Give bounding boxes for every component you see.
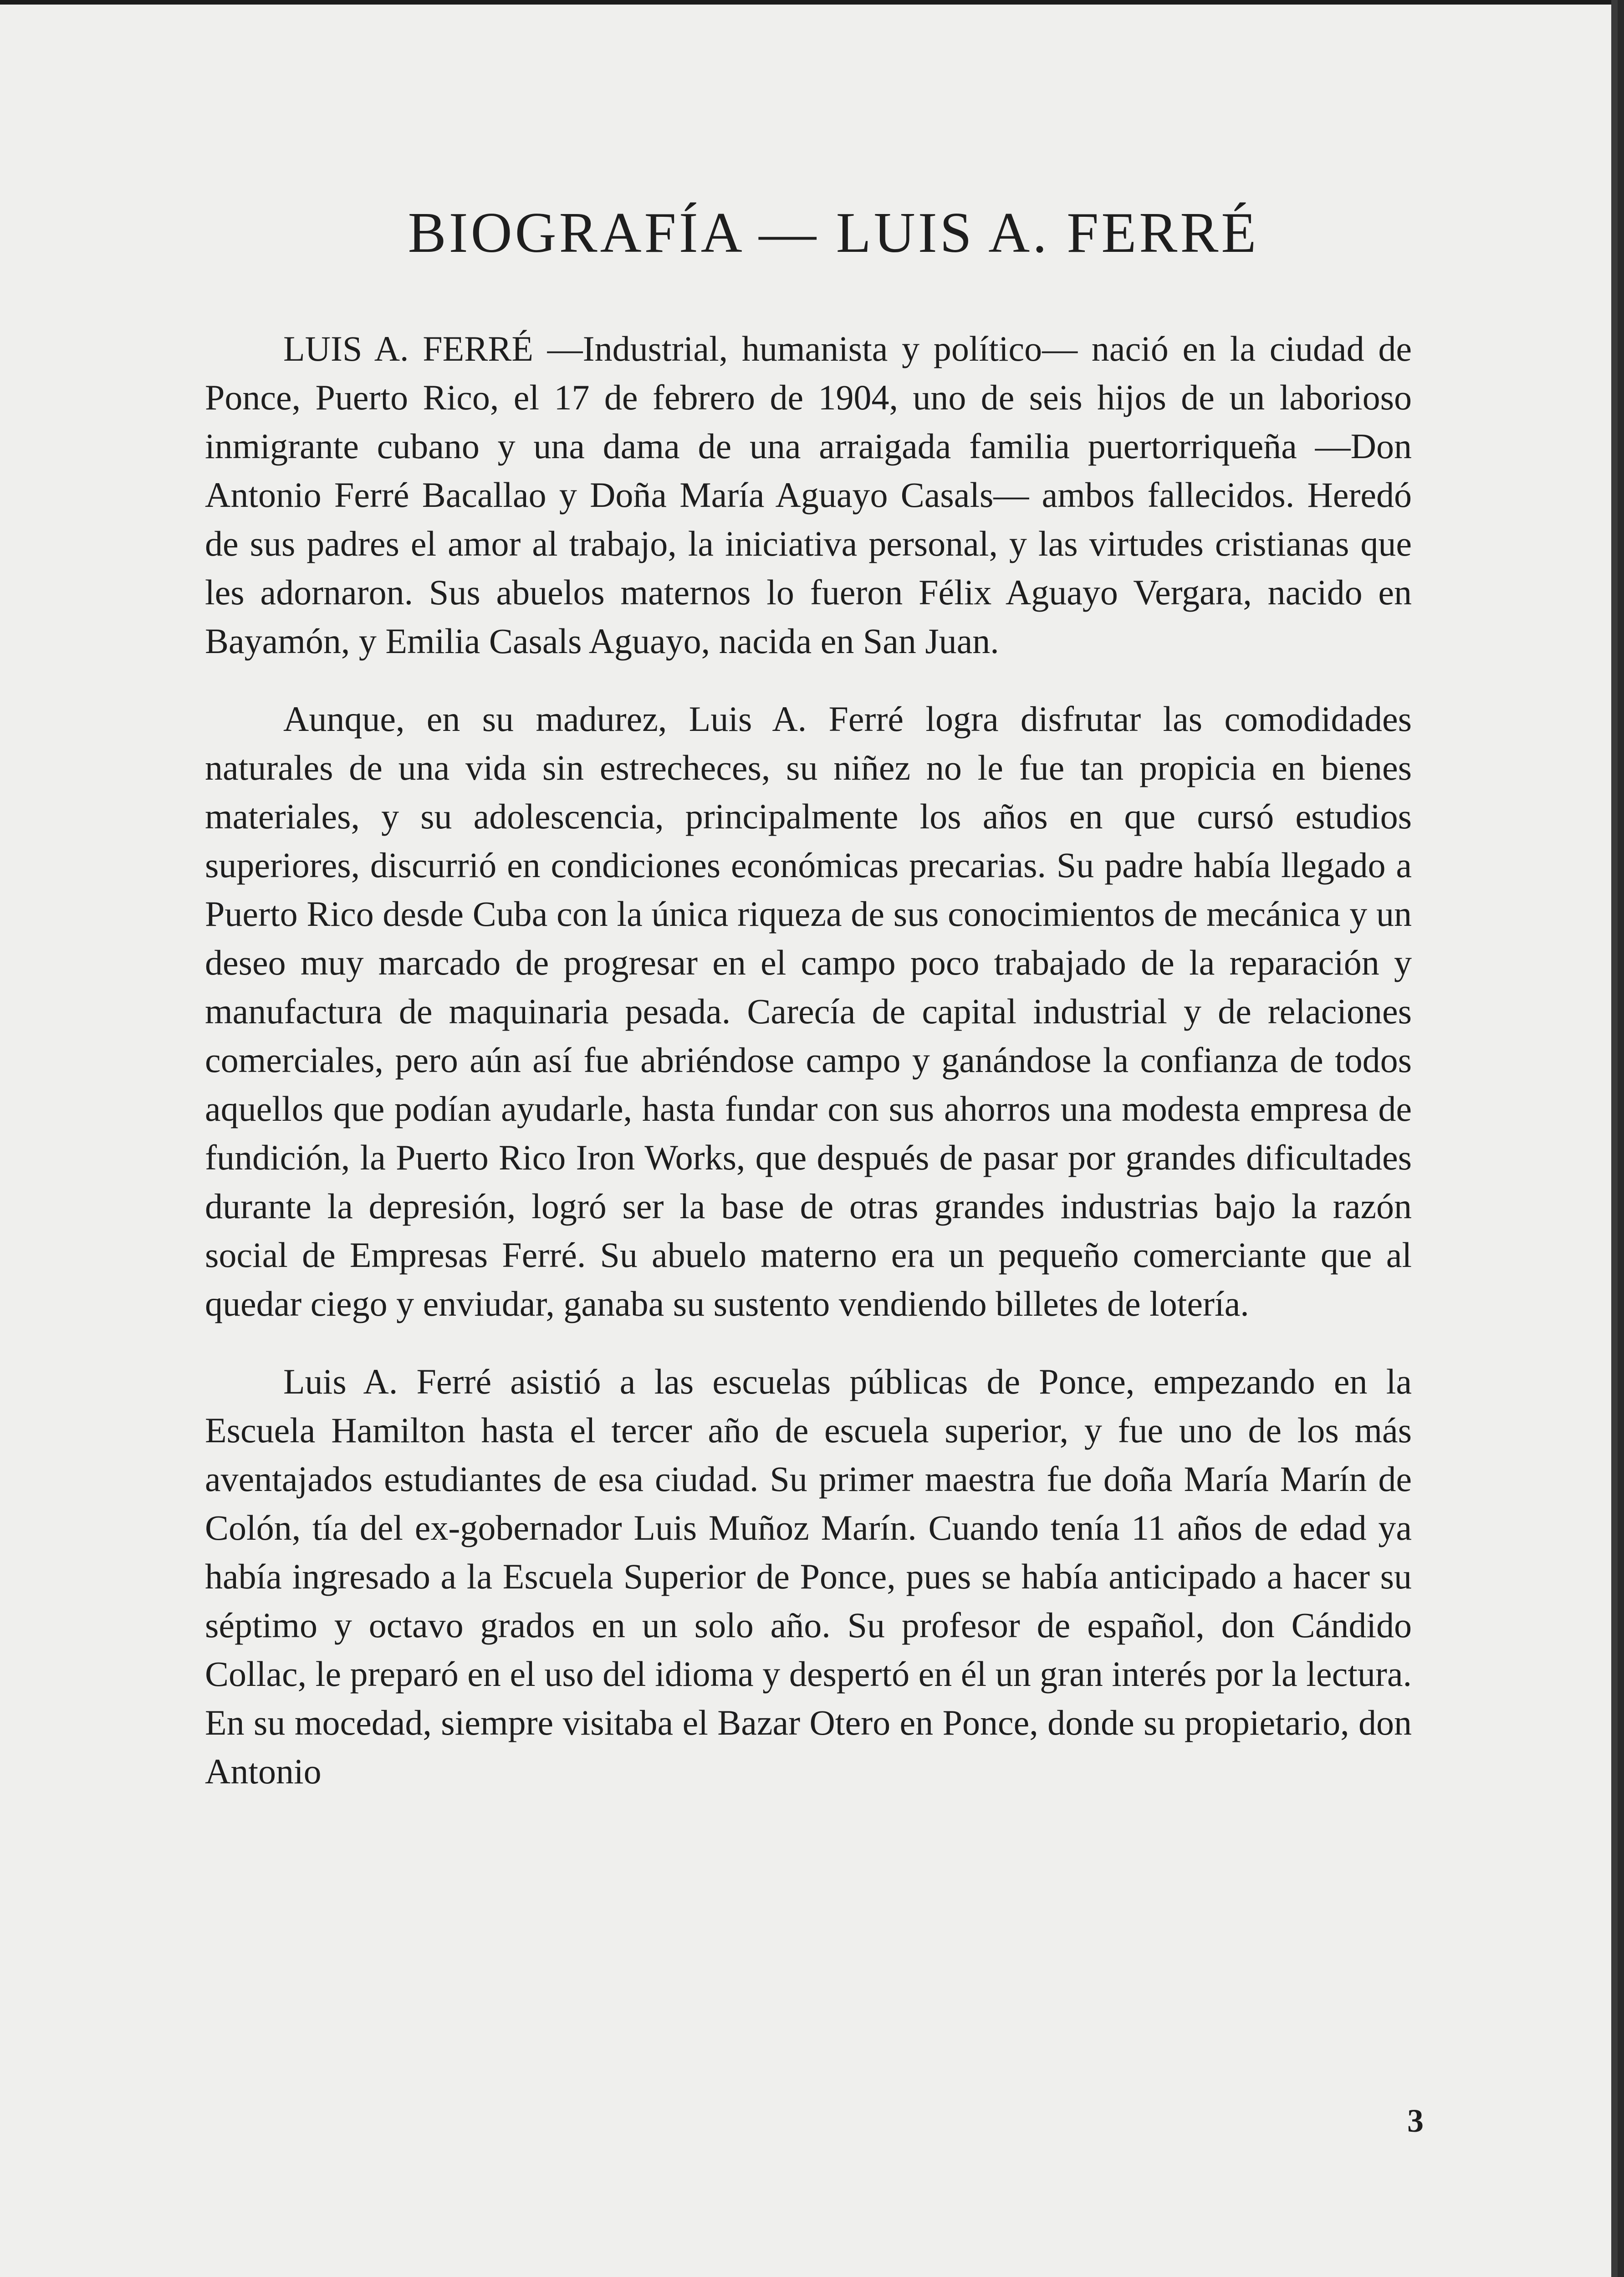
page-title: BIOGRAFÍA — LUIS A. FERRÉ — [408, 201, 1259, 265]
paragraph-3: Luis A. Ferré asistió a las escuelas públicas de Ponce, empezando en la Escuela Hamilton hasta el tercer año de escuela superior, y fue uno de los más aventajados estudiantes de esa ciudad. Su primer maestra fue doña María Marín de Colón, tía del ex-gobernador Luis Muñoz Marín. Cuando tenía 11 años de edad ya había ingresado a la Escuela Superior de Ponce, pues se había anticipado a hacer su séptimo y octavo grados en un solo año. Su profesor de español, don Cándido Collac, le preparó en el uso del idioma y despertó en él un gran interés por la lectura. En su mocedad, siempre visitaba el Bazar Otero en Ponce, donde su propietario, don Antonio — [205, 1362, 1412, 1791]
paragraph-2: Aunque, en su madurez, Luis A. Ferré logra disfrutar las comodidades naturales de una vida sin estrecheces, su niñez no le fue tan propicia en bienes materiales, y su adolescencia, principalmente los años en que cursó estudios superiores, discurrió en condiciones económicas precarias. Su padre había llegado a Puerto Rico desde Cuba con la única riqueza de sus conocimientos de mecánica y un deseo muy marcado de progresar en el campo poco trabajado de la reparación y manufactura de maquinaria pesada. Carecía de capital industrial y de relaciones comerciales, pero aún así fue abriéndose campo y ganándose la confianza de todos aquellos que podían ayudarle, hasta fundar con sus ahorros una modesta empresa de fundición, la Puerto Rico Iron Works, que después de pasar por grandes dificultades durante la depresión, logró ser la base de otras grandes industrias bajo la razón social de Empresas Ferré. Su abuelo materno era un pequeño comerciante que al quedar ciego y enviudar, ganaba su sustento vendiendo billetes de lotería. — [205, 699, 1412, 1323]
biography-body — [205, 324, 1412, 1825]
top-edge-rule — [0, 0, 1618, 5]
right-edge-shadow — [1611, 0, 1618, 2277]
page-number: 3 — [1407, 2103, 1424, 2139]
paragraph-1: LUIS A. FERRÉ —Industrial, humanista y político— nació en la ciudad de Ponce, Puerto Rico, el 17 de febrero de 1904, uno de seis hijos de un laborioso inmigrante cubano y una dama de una arraigada familia puertorriqueña —Don Antonio Ferré Bacallao y Doña María Aguayo Casals— ambos fallecidos. Heredó de sus padres el amor al trabajo, la iniciativa personal, y las virtudes cristianas que les adornaron. Sus abuelos maternos lo fueron Félix Aguayo Vergara, nacido en Bayamón, y Emilia Casals Aguayo, nacida en San Juan. — [205, 329, 1412, 661]
